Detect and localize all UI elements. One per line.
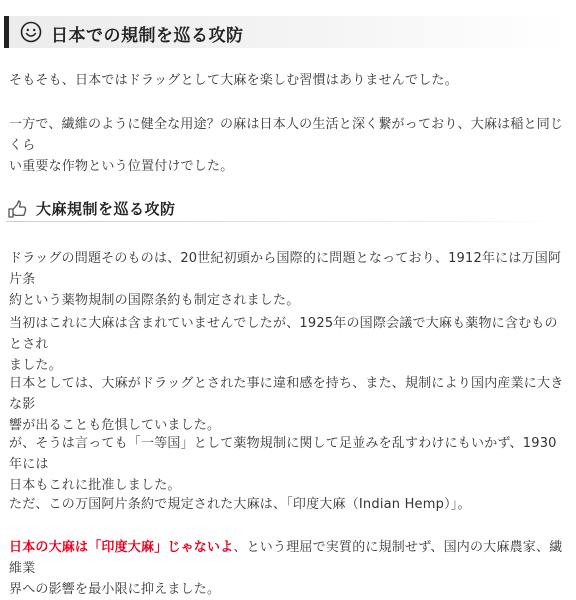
sub-heading [6, 195, 566, 223]
paragraph-6-line-1: が、そうは言っても「一等国」として薬物規制に関して足並みを乱すわけにもいかず、1930年には [9, 436, 557, 472]
pointing-hand-icon [6, 198, 28, 220]
paragraph-2 [9, 114, 569, 177]
paragraph-4-line-1: 当初はこれに大麻は含まれていませんでしたが、1925年の国際会議で大麻も薬物に含むものとされ [9, 316, 558, 352]
paragraph-7 [9, 494, 569, 515]
paragraph-5-line-2: 響が出ることも危惧していました。 [9, 418, 221, 433]
paragraph-1-text: そもそも、日本ではドラッグとして大麻を楽しむ習慣はありませんでした。 [9, 73, 458, 88]
paragraph-8-line-2: 界への影響を最小限に抑えました。 [9, 582, 221, 597]
paragraph-7-text: ただ、この万国阿片条約で規定された大麻は、「印度大麻（Indian Hemp）」。 [9, 497, 471, 512]
paragraph-5-line-1: 日本としては、大麻がドラッグとされた事に違和感を持ち、また、規制により国内産業に大きな影 [9, 376, 564, 412]
paragraph-4-line-2: ました。 [9, 358, 62, 373]
main-heading-title: 日本での規制を巡る攻防 [51, 26, 244, 46]
paragraph-8-rest: 、という理屈で実質的に規制せず、国内の大麻農家、繊維業 [9, 540, 563, 576]
sub-heading-title: 大麻規制を巡る攻防 [36, 200, 176, 218]
paragraph-4 [9, 313, 569, 376]
sub-heading-underline [6, 221, 562, 222]
paragraph-8-emphasis: 日本の大麻は「印度大麻」じゃないよ [9, 540, 234, 555]
paragraph-5 [9, 373, 569, 436]
smiley-icon [20, 21, 42, 43]
paragraph-6-line-2: 日本もこれに批准しました。 [9, 478, 181, 493]
paragraph-1 [9, 70, 569, 91]
paragraph-8 [9, 537, 569, 600]
paragraph-2-line-1: 一方で、繊維のように健全な用途？の麻は日本人の生活と深く繋がっており、大麻は稲と同じくら [9, 117, 564, 153]
paragraph-3 [9, 248, 569, 311]
paragraph-3-line-1: ドラッグの問題そのものは、20世紀初頭から国際的に問題となっており、1912年には万国阿片条 [9, 251, 562, 287]
paragraph-3-line-2: 約という薬物規制の国際条約も制定されました。 [9, 293, 300, 308]
main-heading [4, 16, 566, 48]
paragraph-2-line-2: い重要な作物という位置付けでした。 [9, 159, 234, 174]
paragraph-6 [9, 433, 569, 496]
